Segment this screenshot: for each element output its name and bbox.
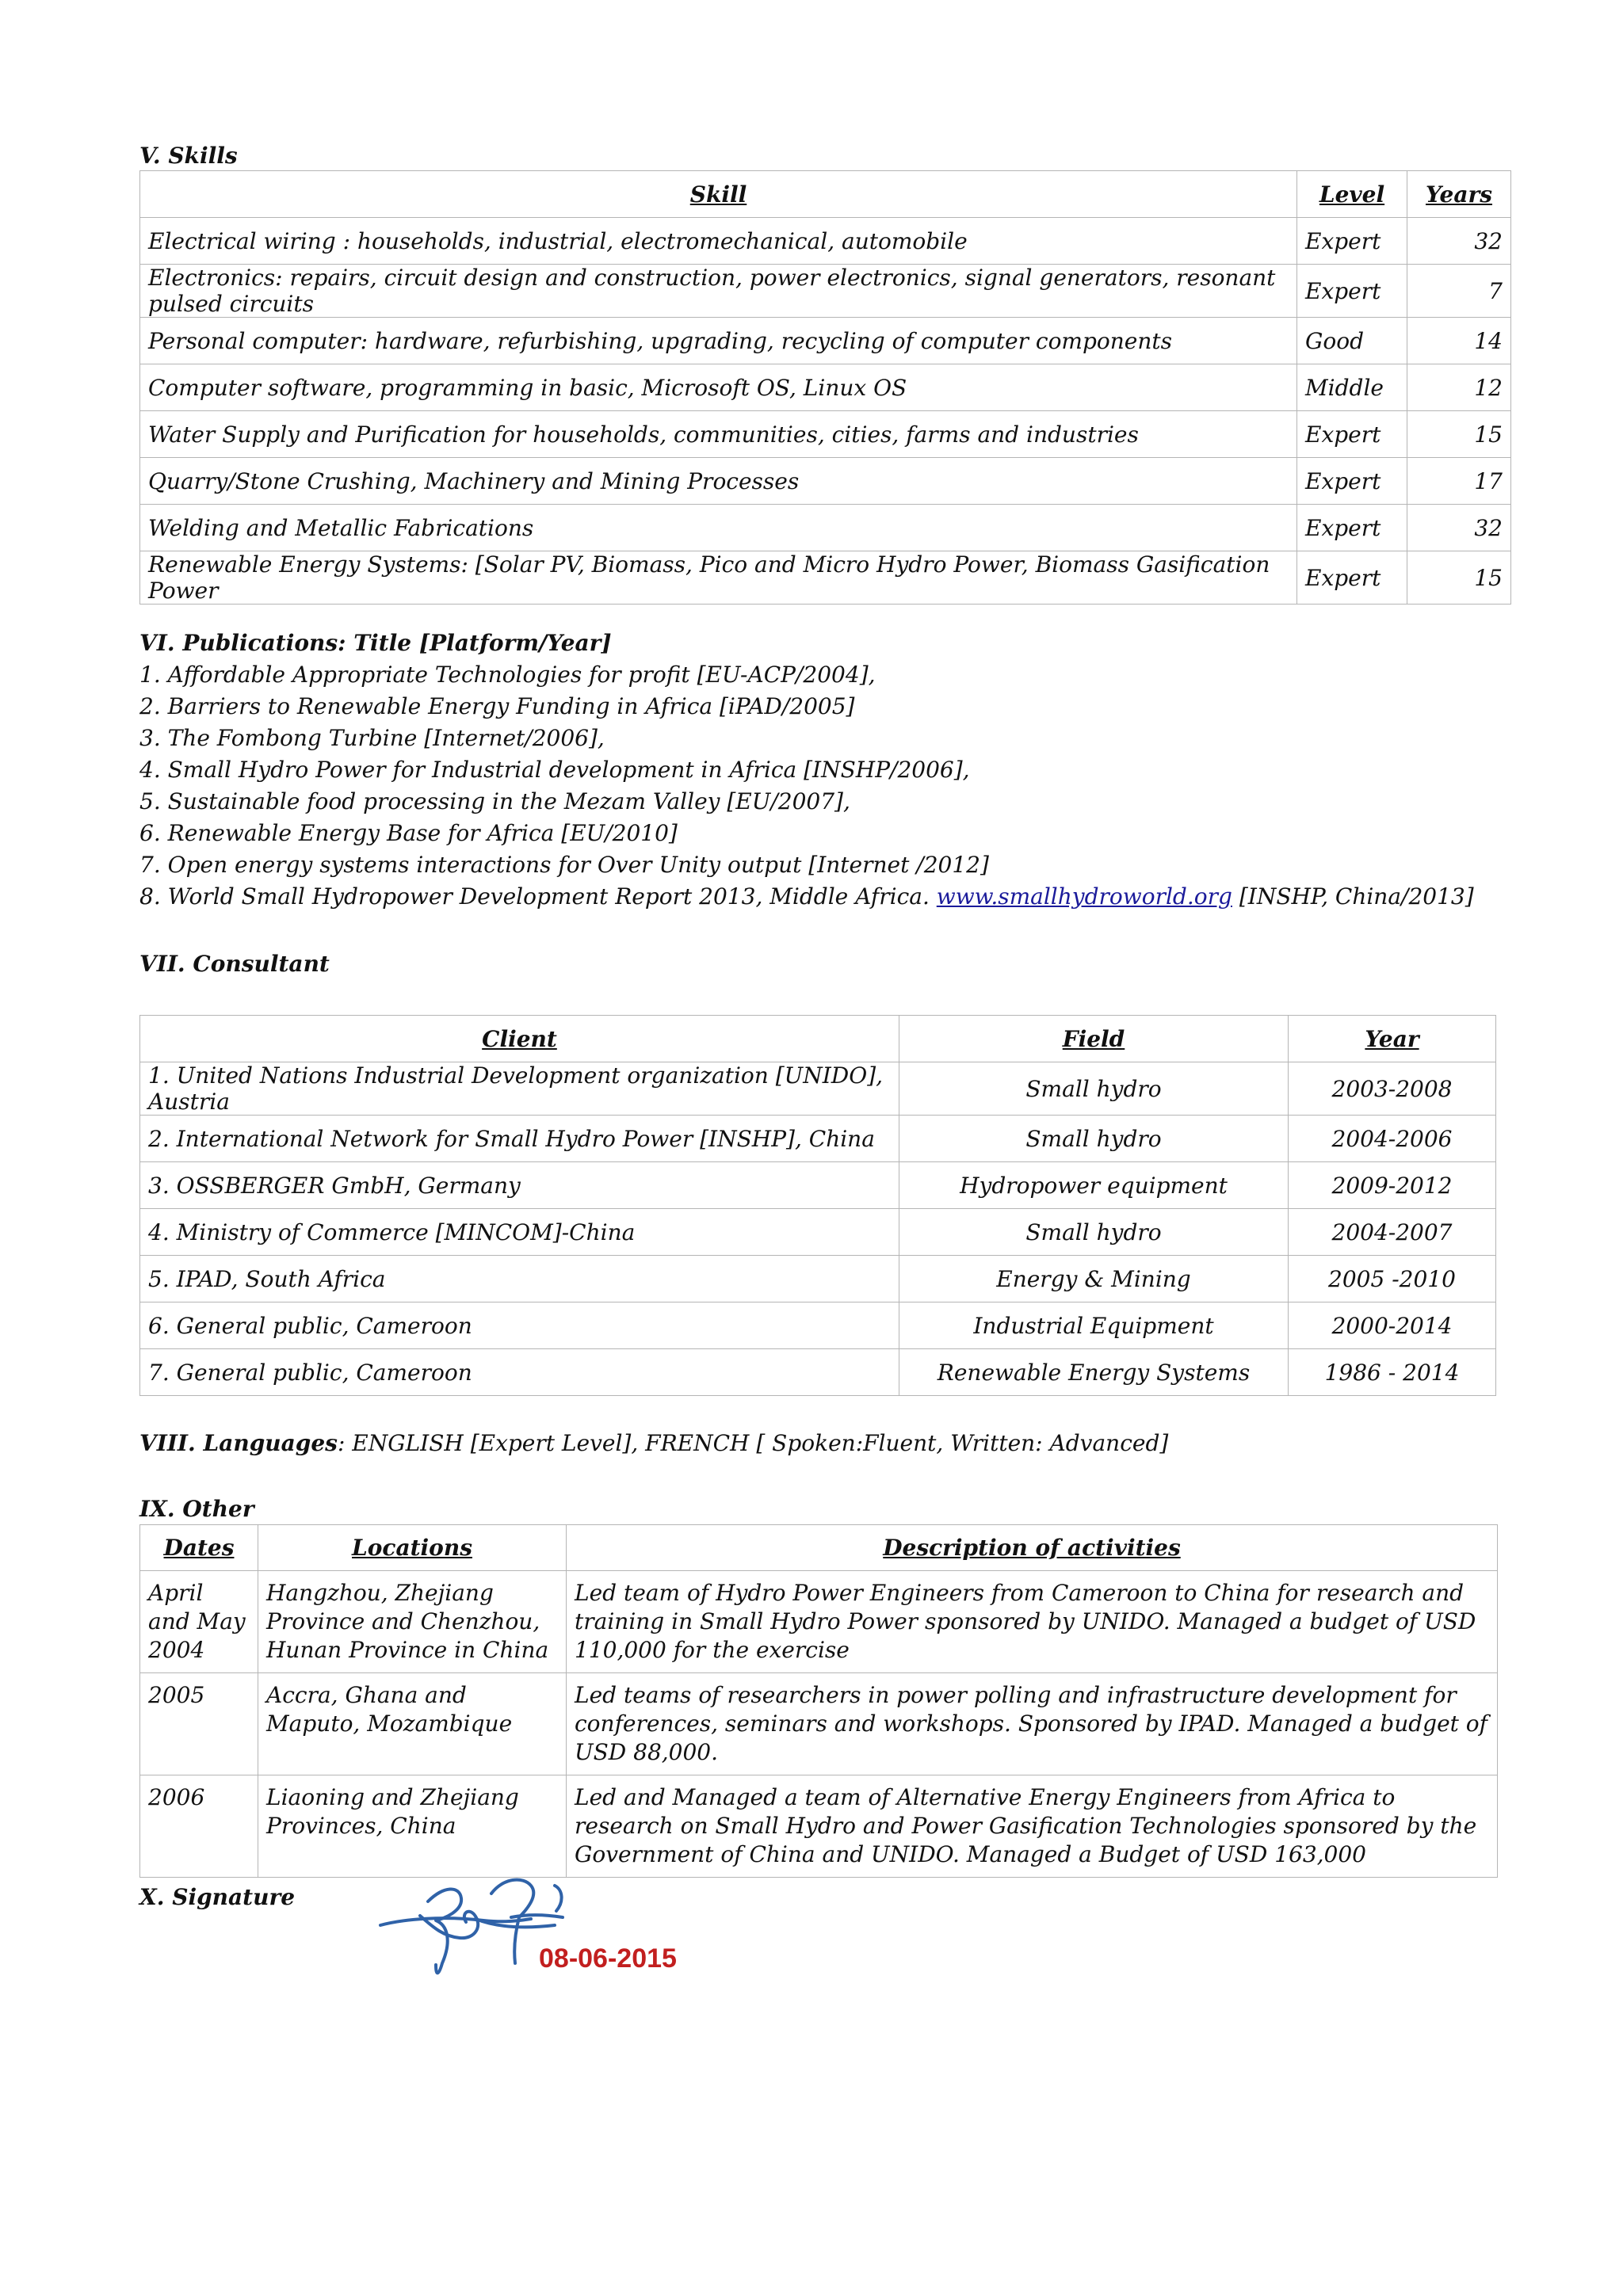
languages-label: VIII. Languages — [139, 1430, 338, 1456]
signature-title: X. Signature — [139, 1884, 296, 1910]
pub-8-suffix: [INSHP, China/2013] — [1232, 883, 1474, 910]
field-cell: Small hydro — [899, 1062, 1289, 1116]
skills-header-level: Level — [1297, 171, 1407, 218]
skills-header-row — [140, 171, 1511, 218]
year-cell: 2004-2007 — [1289, 1209, 1496, 1256]
consultant-header-year: Year — [1289, 1016, 1496, 1062]
skill-cell: Electronics: repairs, circuit design and construction, power electronics, signal generators, resonant pulsed circuits — [140, 265, 1297, 318]
field-cell: Hydropower equipment — [899, 1162, 1289, 1209]
other-header-description: Description of activities — [567, 1525, 1498, 1571]
field-cell: Industrial Equipment — [899, 1302, 1289, 1349]
field-cell: Small hydro — [899, 1116, 1289, 1162]
years-cell: 15 — [1407, 551, 1511, 605]
table-row — [140, 1673, 1498, 1775]
list-item: 6. Renewable Energy Base for Africa [EU/2010] — [139, 820, 678, 846]
level-cell: Expert — [1297, 458, 1407, 505]
table-row — [140, 1571, 1498, 1673]
client-cell: 4. Ministry of Commerce [MINCOM]-China — [140, 1209, 899, 1256]
table-row — [140, 1062, 1496, 1116]
year-cell: 2005 -2010 — [1289, 1256, 1496, 1302]
skill-cell: Quarry/Stone Crushing, Machinery and Mining Processes — [140, 458, 1297, 505]
list-item: 5. Sustainable food processing in the Mezam Valley [EU/2007], — [139, 788, 850, 814]
level-cell: Middle — [1297, 364, 1407, 411]
dates-cell: 2005 — [140, 1673, 258, 1775]
consultant-title: VII. Consultant — [139, 951, 330, 977]
table-row — [140, 218, 1511, 265]
table-row — [140, 411, 1511, 458]
languages-line — [139, 1430, 1168, 1456]
level-cell: Expert — [1297, 265, 1407, 318]
table-row — [140, 458, 1511, 505]
table-row — [140, 265, 1511, 318]
pub-8-prefix: 8. World Small Hydropower Development Report 2013, Middle Africa. — [139, 883, 937, 910]
years-cell: 17 — [1407, 458, 1511, 505]
years-cell: 32 — [1407, 218, 1511, 265]
list-item: 2. Barriers to Renewable Energy Funding in Africa [iPAD/2005] — [139, 693, 855, 719]
dates-cell: April and May 2004 — [140, 1571, 258, 1673]
table-row — [140, 318, 1511, 364]
client-cell: 2. International Network for Small Hydro Power [INSHP], China — [140, 1116, 899, 1162]
skill-cell: Water Supply and Purification for households, communities, cities, farms and industries — [140, 411, 1297, 458]
other-header-row — [140, 1525, 1498, 1571]
field-cell: Renewable Energy Systems — [899, 1349, 1289, 1396]
list-item — [139, 881, 1474, 913]
other-title: IX. Other — [139, 1496, 254, 1522]
skills-title: V. Skills — [139, 143, 238, 169]
list-item: 3. The Fombong Turbine [Internet/2006], — [139, 725, 605, 751]
table-row — [140, 364, 1511, 411]
table-row — [140, 1775, 1498, 1878]
field-cell: Small hydro — [899, 1209, 1289, 1256]
publications-title: VI. Publications: Title [Platform/Year] — [139, 630, 612, 656]
languages-text: : ENGLISH [Expert Level], FRENCH [ Spoken:Fluent, Written: Advanced] — [337, 1430, 1169, 1456]
other-header-locations: Locations — [258, 1525, 567, 1571]
year-cell: 2003-2008 — [1289, 1062, 1496, 1116]
year-cell: 2004-2006 — [1289, 1116, 1496, 1162]
client-cell: 5. IPAD, South Africa — [140, 1256, 899, 1302]
years-cell: 32 — [1407, 505, 1511, 551]
list-item: 4. Small Hydro Power for Industrial development in Africa [INSHP/2006], — [139, 757, 970, 783]
skills-table — [139, 170, 1511, 605]
locations-cell: Liaoning and Zhejiang Provinces, China — [258, 1775, 567, 1878]
table-row — [140, 1302, 1496, 1349]
years-cell: 15 — [1407, 411, 1511, 458]
level-cell: Expert — [1297, 551, 1407, 605]
level-cell: Expert — [1297, 218, 1407, 265]
signature-date: 08-06-2015 — [539, 1943, 677, 1974]
other-table — [139, 1524, 1498, 1878]
level-cell: Expert — [1297, 411, 1407, 458]
dates-cell: 2006 — [140, 1775, 258, 1878]
skill-cell: Computer software, programming in basic, Microsoft OS, Linux OS — [140, 364, 1297, 411]
locations-cell: Accra, Ghana and Maputo, Mozambique — [258, 1673, 567, 1775]
client-cell: 6. General public, Cameroon — [140, 1302, 899, 1349]
table-row — [140, 1256, 1496, 1302]
description-cell: Led teams of researchers in power polling and infrastructure development for conferences, seminars and workshops. Sponsored by IPAD. Managed a budget of USD 88,000. — [567, 1673, 1498, 1775]
years-cell: 12 — [1407, 364, 1511, 411]
year-cell: 2009-2012 — [1289, 1162, 1496, 1209]
years-cell: 14 — [1407, 318, 1511, 364]
client-cell: 1. United Nations Industrial Development organization [UNIDO], Austria — [140, 1062, 899, 1116]
skills-header-skill: Skill — [140, 171, 1297, 218]
description-cell: Led and Managed a team of Alternative Energy Engineers from Africa to research on Small Hydro and Power Gasification Technologies sponsored by the Government of China and UNIDO. Managed a Budget of USD 163,000 — [567, 1775, 1498, 1878]
locations-cell: Hangzhou, Zhejiang Province and Chenzhou, Hunan Province in China — [258, 1571, 567, 1673]
table-row — [140, 1209, 1496, 1256]
other-header-dates: Dates — [140, 1525, 258, 1571]
table-row — [140, 1162, 1496, 1209]
skills-header-years: Years — [1407, 171, 1511, 218]
list-item: 1. Affordable Appropriate Technologies for profit [EU-ACP/2004], — [139, 662, 876, 688]
skill-cell: Renewable Energy Systems: [Solar PV, Biomass, Pico and Micro Hydro Power, Biomass Gasification Power — [140, 551, 1297, 605]
consultant-header-client: Client — [140, 1016, 899, 1062]
table-row — [140, 1349, 1496, 1396]
year-cell: 1986 - 2014 — [1289, 1349, 1496, 1396]
client-cell: 7. General public, Cameroon — [140, 1349, 899, 1396]
skill-cell: Welding and Metallic Fabrications — [140, 505, 1297, 551]
level-cell: Expert — [1297, 505, 1407, 551]
years-cell: 7 — [1407, 265, 1511, 318]
consultant-header-field: Field — [899, 1016, 1289, 1062]
client-cell: 3. OSSBERGER GmbH, Germany — [140, 1162, 899, 1209]
publications-list — [139, 659, 1474, 913]
table-row — [140, 551, 1511, 605]
list-item: 7. Open energy systems interactions for Over Unity output [Internet /2012] — [139, 852, 989, 878]
table-row — [140, 1116, 1496, 1162]
skill-cell: Personal computer: hardware, refurbishing, upgrading, recycling of computer components — [140, 318, 1297, 364]
year-cell: 2000-2014 — [1289, 1302, 1496, 1349]
field-cell: Energy & Mining — [899, 1256, 1289, 1302]
smallhydroworld-link[interactable]: www.smallhydroworld.org — [936, 883, 1232, 910]
description-cell: Led team of Hydro Power Engineers from Cameroon to China for research and training in Small Hydro Power sponsored by UNIDO. Managed a budget of USD 110,000 for the exercise — [567, 1571, 1498, 1673]
consultant-header-row — [140, 1016, 1496, 1062]
consultant-table — [139, 1015, 1496, 1396]
skill-cell: Electrical wiring : households, industrial, electromechanical, automobile — [140, 218, 1297, 265]
level-cell: Good — [1297, 318, 1407, 364]
table-row — [140, 505, 1511, 551]
